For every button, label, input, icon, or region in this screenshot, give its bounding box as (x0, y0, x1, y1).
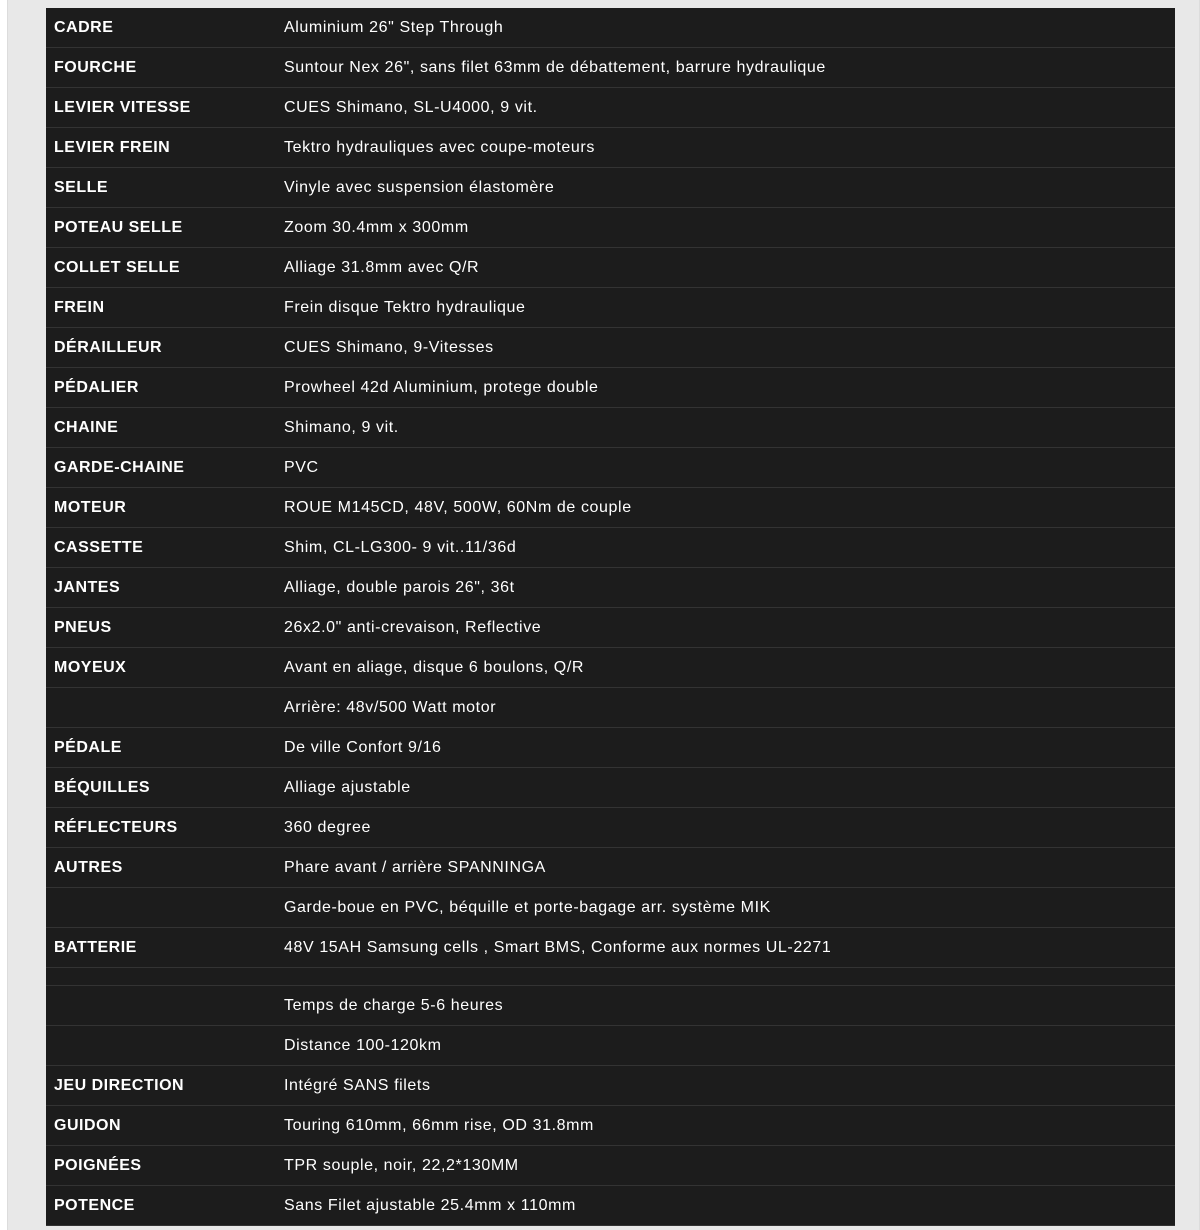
spec-label: COLLET SELLE (46, 248, 276, 288)
spec-row (46, 368, 1175, 408)
spec-value: Intégré SANS filets (276, 1066, 1175, 1106)
spec-row (46, 728, 1175, 768)
spec-label: POIGNÉES (46, 1146, 276, 1186)
spec-row (46, 688, 1175, 728)
spec-value: Temps de charge 5-6 heures (276, 986, 1175, 1026)
spec-value: Tektro hydrauliques avec coupe-moteurs (276, 128, 1175, 168)
spec-value: Shim, CL-LG300- 9 vit..11/36d (276, 528, 1175, 568)
spec-label: MOYEUX (46, 648, 276, 688)
spec-row (46, 1186, 1175, 1226)
spec-label: FOURCHE (46, 48, 276, 88)
spec-label: SELLE (46, 168, 276, 208)
spec-value: Phare avant / arrière SPANNINGA (276, 848, 1175, 888)
spec-row (46, 648, 1175, 688)
spec-value: De ville Confort 9/16 (276, 728, 1175, 768)
spec-value: Garde-boue en PVC, béquille et porte-bagage arr. système MIK (276, 888, 1175, 928)
spec-row (46, 808, 1175, 848)
spec-row (46, 1066, 1175, 1106)
spec-row (46, 8, 1175, 48)
spec-row (46, 1106, 1175, 1146)
spec-label: CASSETTE (46, 528, 276, 568)
spec-label: LEVIER FREIN (46, 128, 276, 168)
spec-value: 360 degree (276, 808, 1175, 848)
spec-label: CADRE (46, 8, 276, 48)
spec-spacer-row (46, 968, 1175, 986)
spec-label (46, 968, 276, 986)
spec-label: JEU DIRECTION (46, 1066, 276, 1106)
spec-value: CUES Shimano, SL-U4000, 9 vit. (276, 88, 1175, 128)
spec-value: Arrière: 48v/500 Watt motor (276, 688, 1175, 728)
spec-label: JANTES (46, 568, 276, 608)
spec-value: Aluminium 26" Step Through (276, 8, 1175, 48)
spec-value: Alliage, double parois 26", 36t (276, 568, 1175, 608)
spec-row (46, 568, 1175, 608)
spec-label: AUTRES (46, 848, 276, 888)
spec-row (46, 608, 1175, 648)
spec-label: POTENCE (46, 1186, 276, 1226)
spec-value: PVC (276, 448, 1175, 488)
spec-label: PNEUS (46, 608, 276, 648)
spec-row (46, 88, 1175, 128)
spec-value: Avant en aliage, disque 6 boulons, Q/R (276, 648, 1175, 688)
spec-value (276, 968, 1175, 986)
spec-value: Vinyle avec suspension élastomère (276, 168, 1175, 208)
spec-row (46, 448, 1175, 488)
spec-label: BÉQUILLES (46, 768, 276, 808)
spec-row (46, 408, 1175, 448)
spec-label: PÉDALE (46, 728, 276, 768)
spec-row (46, 208, 1175, 248)
spec-label (46, 1026, 276, 1066)
spec-value: Alliage ajustable (276, 768, 1175, 808)
spec-value: Prowheel 42d Aluminium, protege double (276, 368, 1175, 408)
spec-row (46, 248, 1175, 288)
spec-value: Sans Filet ajustable 25.4mm x 110mm (276, 1186, 1175, 1226)
spec-row (46, 928, 1175, 968)
spec-value: ROUE M145CD, 48V, 500W, 60Nm de couple (276, 488, 1175, 528)
spec-row (46, 848, 1175, 888)
spec-row (46, 288, 1175, 328)
spec-row (46, 48, 1175, 88)
spec-value: Distance 100-120km (276, 1026, 1175, 1066)
spec-row (46, 328, 1175, 368)
spec-label (46, 986, 276, 1026)
spec-value: 48V 15AH Samsung cells , Smart BMS, Conforme aux normes UL-2271 (276, 928, 1175, 968)
spec-value: TPR souple, noir, 22,2*130MM (276, 1146, 1175, 1186)
spec-value: Alliage 31.8mm avec Q/R (276, 248, 1175, 288)
spec-label: PÉDALIER (46, 368, 276, 408)
spec-label: BATTERIE (46, 928, 276, 968)
spec-row (46, 768, 1175, 808)
spec-value: Shimano, 9 vit. (276, 408, 1175, 448)
spec-label: GUIDON (46, 1106, 276, 1146)
spec-label: CHAINE (46, 408, 276, 448)
spec-label: POTEAU SELLE (46, 208, 276, 248)
spec-value: Frein disque Tektro hydraulique (276, 288, 1175, 328)
spec-value: Zoom 30.4mm x 300mm (276, 208, 1175, 248)
spec-label: MOTEUR (46, 488, 276, 528)
spec-row (46, 986, 1175, 1026)
spec-row (46, 488, 1175, 528)
spec-value: Touring 610mm, 66mm rise, OD 31.8mm (276, 1106, 1175, 1146)
spec-label (46, 888, 276, 928)
spec-row (46, 888, 1175, 928)
spec-row (46, 1026, 1175, 1066)
spec-label: RÉFLECTEURS (46, 808, 276, 848)
spec-label: FREIN (46, 288, 276, 328)
spec-row (46, 1146, 1175, 1186)
spec-label (46, 688, 276, 728)
spec-value: Suntour Nex 26", sans filet 63mm de débattement, barrure hydraulique (276, 48, 1175, 88)
spec-row (46, 128, 1175, 168)
spec-label: DÉRAILLEUR (46, 328, 276, 368)
spec-table (46, 8, 1175, 1226)
spec-row (46, 528, 1175, 568)
spec-row (46, 168, 1175, 208)
spec-label: GARDE-CHAINE (46, 448, 276, 488)
spec-label: LEVIER VITESSE (46, 88, 276, 128)
spec-value: CUES Shimano, 9-Vitesses (276, 328, 1175, 368)
spec-value: 26x2.0" anti-crevaison, Reflective (276, 608, 1175, 648)
page-frame (7, 0, 1200, 1230)
spec-table-body (46, 8, 1175, 1226)
